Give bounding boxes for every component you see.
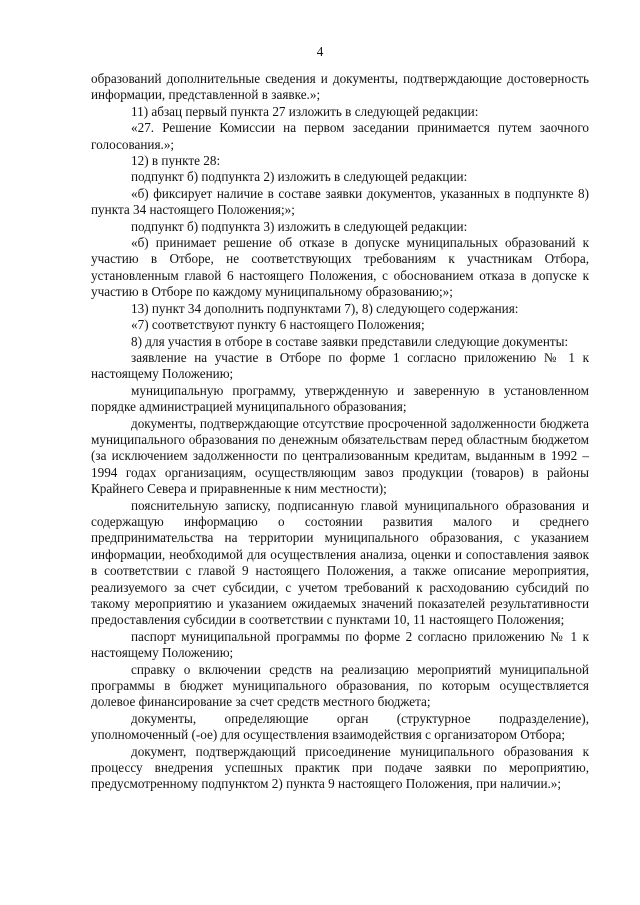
paragraph: 11) абзац первый пункта 27 изложить в следующей редакции:	[131, 103, 479, 119]
paragraph: 12) в пункте 28:	[131, 153, 221, 169]
paragraph: справку о включении средств на реализацию мероприятий муниципальной программы в бюджет муниципального образования, по которым осуществляется долевое финансирование за счет средств местного бюджета;	[91, 661, 589, 710]
paragraph: 13) пункт 34 дополнить подпунктами 7), 8) следующего содержания:	[131, 300, 519, 316]
paragraph: заявление на участие в Отборе по форме 1 согласно приложению № 1 к настоящему Положению;	[91, 349, 589, 382]
paragraph: «б) фиксирует наличие в составе заявки документов, указанных в подпункте 8) пункта 34 настоящего Положения;»;	[91, 185, 589, 218]
paragraph: документ, подтверждающий присоединение муниципального образования к процессу внедрения успешных практик при подаче заявки по мероприятию, предусмотренному подпунктом 2) пункта 9 настоящего Положения, при наличии.»;	[91, 743, 589, 792]
document-body	[91, 71, 589, 793]
paragraph: муниципальную программу, утвержденную и заверенную в установленном порядке администрацией муниципального образования;	[91, 382, 589, 415]
paragraph: паспорт муниципальной программы по форме 2 согласно приложению № 1 к настоящему Положению;	[91, 628, 589, 661]
paragraph: образований дополнительные сведения и документы, подтверждающие достоверность информации, представленной в заявке.»;	[91, 71, 589, 103]
page-number: 4	[316, 44, 324, 59]
paragraph: 8) для участия в отборе в составе заявки представили следующие документы:	[131, 333, 569, 349]
paragraph: подпункт б) подпункта 3) изложить в следующей редакции:	[131, 218, 468, 234]
paragraph: документы, подтверждающие отсутствие просроченной задолженности бюджета муниципального образования по денежным обязательствам перед областным бюджетом (за исключением задолженности по централизованным кредитам, выданным в 1992 – 1994 годах организациям, осуществляющим завоз продукции (товаров) в районы Крайнего Севера и приравненные к ним местности);	[91, 415, 589, 497]
paragraph: «б) принимает решение об отказе в допуске муниципальных образований к участию в Отборе, не соответствующих требованиям к участникам Отбора, установленным главой 6 настоящего Положения, с обоснованием отказа в допуске к участию в Отборе по каждому муниципальному образованию;»;	[91, 235, 589, 300]
paragraph: подпункт б) подпункта 2) изложить в следующей редакции:	[131, 169, 468, 185]
paragraph: пояснительную записку, подписанную главой муниципального образования и содержащую информацию о состоянии развития малого и среднего предпринимательства на территории муниципального образования, с указанием информации, необходимой для осуществления анализа, оценки и сопоставления заявок в соответствии с главой 9 настоящего Положения, а также описание мероприятия, реализуемого за счет субсидии, с учетом требований к расходованию субсидий по такому мероприятию и указанием ожидаемых значений показателей результативности предоставления субсидии в соответствии с пунктами 10, 11 настоящего Положения;	[91, 497, 589, 628]
paragraph: «7) соответствуют пункту 6 настоящего Положения;	[131, 317, 425, 333]
paragraph: «27. Решение Комиссии на первом заседании принимается путем заочного голосования.»;	[91, 120, 589, 152]
paragraph: документы, определяющие орган (структурное подразделение), уполномоченный (-ое) для осуществления взаимодействия с организатором Отбора;	[91, 710, 589, 743]
